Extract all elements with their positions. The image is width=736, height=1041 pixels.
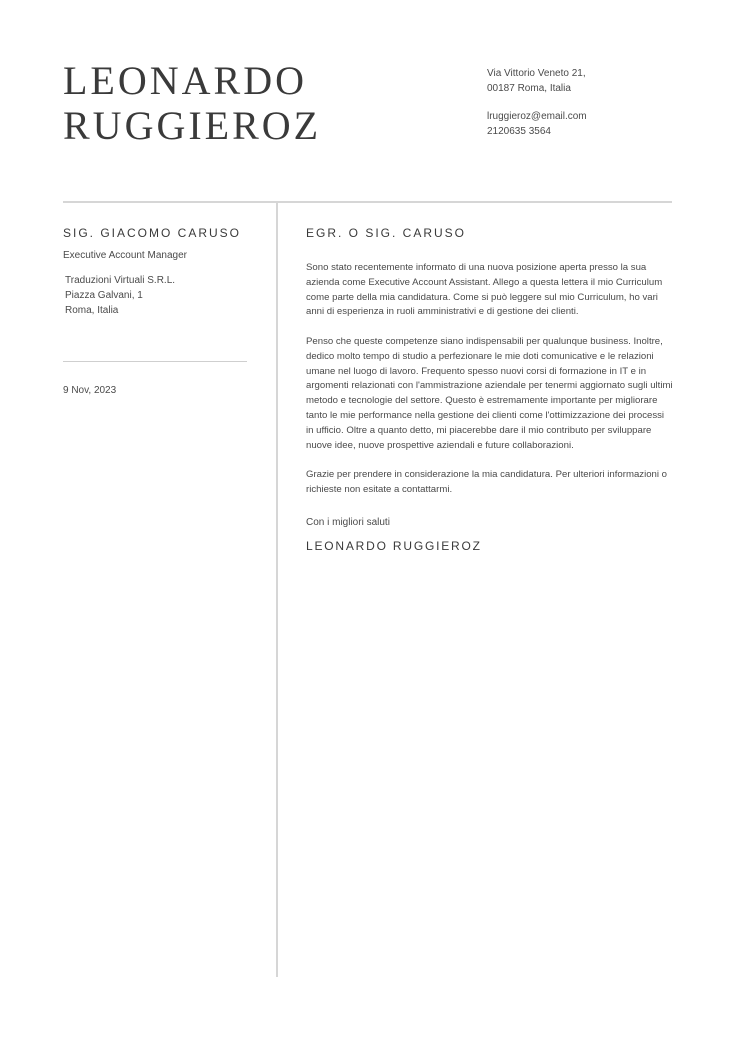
letter-paragraph: Sono stato recentemente informato di una nuova posizione aperta presso la sua azienda come Executive Account Assistant. Allego a questa lettera il mio Curriculum come parte della mia candidatura. Come si può leggere sul mio Curriculum, ho vari anni di esperienza in ruoli amministrativi e di gestione dei clienti. [306, 262, 663, 318]
sender-first-name: LEONARDO [63, 58, 307, 103]
sender-address-line-1: Via Vittorio Veneto 21, [487, 68, 586, 79]
recipient-address [65, 273, 175, 318]
sender-address-line-2: 00187 Roma, Italia [487, 82, 571, 94]
sender-last-name: RUGGIEROZ [63, 103, 322, 148]
sender-address [487, 67, 586, 96]
sender-contact [487, 110, 587, 139]
letter-paragraph: Penso che queste competenze siano indispensabili per qualunque business. Inoltre, dedico molto tempo di studio a perfezionare le mie doti comunicative e le relazioni umane nel luogo di lavoro. Frequento spesso nuovi corsi di formazione in IT e in argomenti relazionati con l'ammistrazione aziendale per tenermi aggiornato sugli ultimi metodo e tecnologie del settore. Questo è estremamente importante per migliorare tanto le mie performance nella gestione dei clienti come l'ottimizzazione dei processi in ufficio. Oltre a quanto detto, mi piacerebbe dare il mio contributo per sviluppare nuove idee, nuove prospettive aziendali e future collaborazioni. [306, 336, 673, 451]
letter-signature: LEONARDO RUGGIEROZ [306, 539, 482, 553]
recipient-name: SIG. GIACOMO CARUSO [63, 226, 242, 240]
letter-date: 9 Nov, 2023 [63, 385, 117, 396]
recipient-role: Executive Account Manager [63, 250, 187, 261]
sender-email: lruggieroz@email.com [487, 111, 587, 122]
sender-phone: 2120635 3564 [487, 125, 551, 137]
letter-salutation: EGR. O SIG. CARUSO [306, 226, 467, 240]
header-divider [63, 201, 672, 203]
sidebar-divider [63, 361, 247, 362]
column-divider [276, 203, 278, 977]
recipient-city: Roma, Italia [65, 305, 119, 316]
recipient-company: Traduzioni Virtuali S.R.L. [65, 275, 176, 286]
recipient-street: Piazza Galvani, 1 [65, 290, 143, 301]
letter-closing: Con i migliori saluti [306, 517, 390, 528]
letter-paragraph: Grazie per prendere in considerazione la mia candidatura. Per ulteriori informazioni o richieste non esitate a contattarmi. [306, 469, 668, 495]
